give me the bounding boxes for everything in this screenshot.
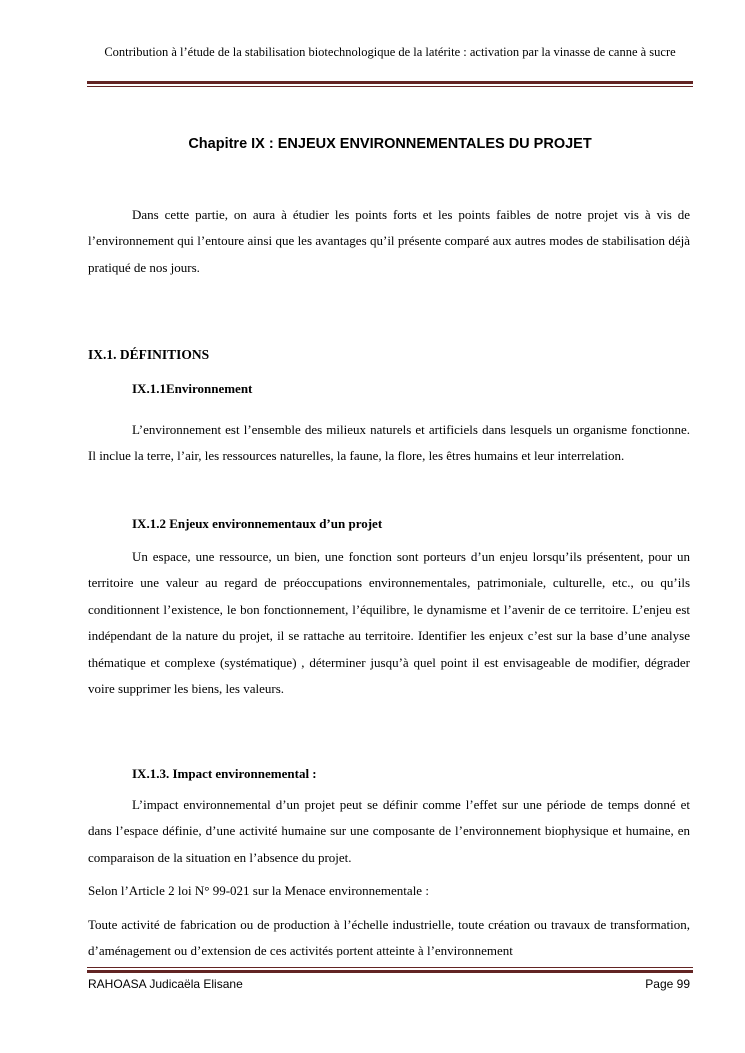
section-heading-definitions: IX.1. DÉFINITIONS [88, 347, 210, 362]
paragraph-law-text: Toute activité de fabrication ou de production à l’échelle industrielle, toute création ou travaux de transformation, d’aménagement ou d’extension de ces activités portent atteinte à l’environnement [88, 917, 690, 959]
law-reference: Selon l’Article 2 loi N° 99-021 sur la Menace environnementale : [88, 883, 429, 898]
chapter-title: Chapitre IX : ENJEUX ENVIRONNEMENTALES DU PROJET [188, 136, 592, 152]
paragraph-impact: L’impact environnemental d’un projet peut se définir comme l’effet sur une période de temps donné et dans l’espace définie, d’une activité humaine sur une composante de l’environnement biophysique et humaine, en comparaison de la situation en l’absence du projet. [88, 797, 690, 865]
intro-paragraph: Dans cette partie, on aura à étudier les points forts et les points faibles de notre projet vis à vis de l’environnement qui l’entoure ainsi que les avantages qu’il présente comparé aux autres modes de stabilisation déjà pratiqué de nos jours. [88, 207, 690, 275]
footer-rule-thick [87, 970, 693, 973]
running-header: Contribution à l’étude de la stabilisation biotechnologique de la latérite : activation par la vinasse de canne à sucre [104, 45, 676, 59]
page-number: Page 99 [645, 977, 690, 991]
paragraph-enjeux: Un espace, une ressource, un bien, une fonction sont porteurs d’un enjeu lorsqu’ils présentent, pour un territoire une valeur au regard de préoccupations environnementales, patrimoniale, culturelle, etc., ou qu’ils conditionnent l’existence, le bon fonctionnement, l’équilibre, le dynamisme et l’avenir de ce territoire. L’enjeu est indépendant de la nature du projet, il se rattache au territoire. Identifier les enjeux c’est sur la base d’une analyse thématique et complexe (systématique) , déterminer jusqu’à quel point il est envisageable de modifier, dégrader voire supprimer les biens, les valeurs. [88, 549, 690, 697]
subsection-heading-enjeux: IX.1.2 Enjeux environnementaux d’un projet [132, 516, 383, 531]
footer-author: RAHOASA Judicaëla Elisane [88, 977, 243, 991]
header-rule-thin [87, 86, 693, 87]
subsection-heading-environnement: IX.1.1Environnement [132, 381, 253, 396]
header-rule-thick [87, 81, 693, 84]
footer-rule-thin [87, 967, 693, 968]
subsection-heading-impact: IX.1.3. Impact environnemental : [132, 766, 317, 781]
paragraph-environnement: L’environnement est l’ensemble des milieux naturels et artificiels dans lesquels un organisme fonctionne. Il inclue la terre, l’air, les ressources naturelles, la faune, la flore, les êtres humains et leur interrelation. [88, 422, 690, 464]
